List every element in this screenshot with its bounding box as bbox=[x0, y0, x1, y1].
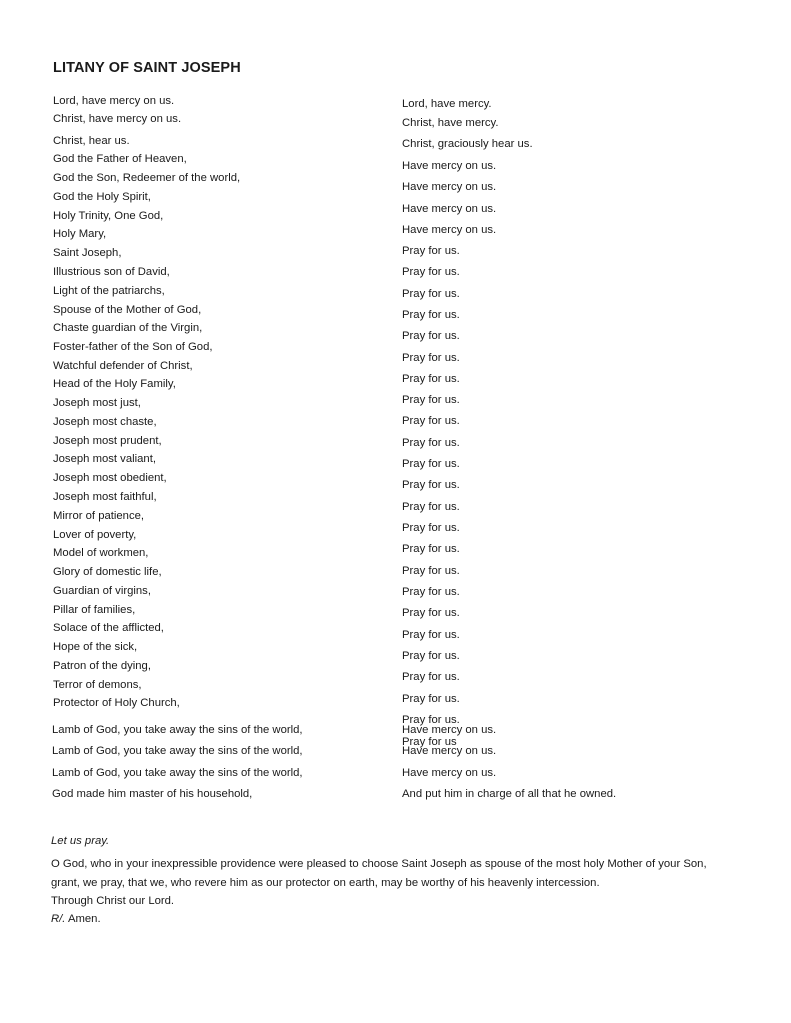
response-line: Pray for us. bbox=[402, 458, 460, 470]
response-line: Pray for us. bbox=[402, 479, 460, 491]
invocation-line: Lord, have mercy on us. bbox=[53, 95, 175, 107]
response-line: Pray for us. bbox=[402, 607, 460, 619]
page-title: LITANY OF SAINT JOSEPH bbox=[53, 60, 241, 76]
response-line: Pray for us. bbox=[402, 501, 460, 513]
invocation-line: God the Son, Redeemer of the world, bbox=[53, 172, 241, 184]
invocation-line: God the Father of Heaven, bbox=[53, 153, 187, 165]
invocation-line: Illustrious son of David, bbox=[53, 266, 170, 278]
invocation-line: Joseph most chaste, bbox=[53, 416, 157, 428]
response-line: Pray for us. bbox=[402, 437, 460, 449]
invocation-line: Terror of demons, bbox=[53, 679, 142, 691]
response-line: Pray for us. bbox=[402, 565, 460, 577]
prayer-line-3: Through Christ our Lord. bbox=[51, 895, 175, 907]
response-line: Lord, have mercy. bbox=[402, 98, 492, 110]
response-line: Pray for us. bbox=[402, 522, 460, 534]
closing-right: Have mercy on us. bbox=[402, 745, 497, 757]
invocation-line: Glory of domestic life, bbox=[53, 566, 162, 578]
response-line: Have mercy on us. bbox=[402, 203, 497, 215]
response-label: R/. bbox=[51, 913, 66, 925]
response-line: Pray for us. bbox=[402, 629, 460, 641]
closing-left: Lamb of God, you take away the sins of the world, bbox=[52, 767, 303, 779]
response-line: Pray for us. bbox=[402, 309, 460, 321]
invocation-line: Protector of Holy Church, bbox=[53, 697, 180, 709]
closing-right: Have mercy on us. bbox=[402, 724, 497, 736]
response-line: Have mercy on us. bbox=[402, 181, 497, 193]
invocation-line: God the Holy Spirit, bbox=[53, 191, 151, 203]
prayer-line-2: grant, we pray, that we, who revere him as our protector on earth, may be worthy of his heavenly intercession. bbox=[51, 877, 600, 889]
invocation-line: Solace of the afflicted, bbox=[53, 622, 164, 634]
response-line: Pray for us. bbox=[402, 288, 460, 300]
response-line: Pray for us. bbox=[402, 415, 460, 427]
invocation-line: Joseph most obedient, bbox=[53, 472, 167, 484]
response-line: Christ, graciously hear us. bbox=[402, 138, 533, 150]
response-line: Pray for us. bbox=[402, 373, 460, 385]
prayer-heading: Let us pray. bbox=[51, 835, 110, 847]
response-text: Amen. bbox=[65, 913, 101, 925]
response-line: Pray for us. bbox=[402, 352, 460, 364]
response-line: Pray for us bbox=[402, 736, 457, 748]
response-line: Pray for us. bbox=[402, 693, 460, 705]
invocation-line: Joseph most prudent, bbox=[53, 435, 162, 447]
invocation-line: Holy Mary, bbox=[53, 228, 107, 240]
response-line: Pray for us. bbox=[402, 394, 460, 406]
invocation-line: Spouse of the Mother of God, bbox=[53, 304, 202, 316]
response-line: Pray for us. bbox=[402, 650, 460, 662]
invocation-line: Joseph most just, bbox=[53, 397, 141, 409]
response-line: Pray for us. bbox=[402, 714, 460, 726]
invocation-line: Guardian of virgins, bbox=[53, 585, 151, 597]
invocation-line: Head of the Holy Family, bbox=[53, 378, 176, 390]
invocation-line: Mirror of patience, bbox=[53, 510, 145, 522]
response-line: Pray for us. bbox=[402, 266, 460, 278]
closing-left: God made him master of his household, bbox=[52, 788, 253, 800]
response-line: Pray for us. bbox=[402, 543, 460, 555]
response-line: Have mercy on us. bbox=[402, 224, 497, 236]
invocation-line: Foster-father of the Son of God, bbox=[53, 341, 213, 353]
closing-right: Have mercy on us. bbox=[402, 767, 497, 779]
response-line: Pray for us. bbox=[402, 245, 460, 257]
prayer-response bbox=[51, 912, 101, 926]
response-line: Christ, have mercy. bbox=[402, 117, 499, 129]
invocation-line: Chaste guardian of the Virgin, bbox=[53, 322, 203, 334]
response-line: Pray for us. bbox=[402, 586, 460, 598]
invocation-line: Joseph most faithful, bbox=[53, 491, 157, 503]
invocation-line: Christ, hear us. bbox=[53, 135, 130, 147]
response-line: Pray for us. bbox=[402, 671, 460, 683]
invocation-line: Light of the patriarchs, bbox=[53, 285, 165, 297]
invocation-line: Hope of the sick, bbox=[53, 641, 138, 653]
closing-left: Lamb of God, you take away the sins of the world, bbox=[52, 724, 303, 736]
invocation-line: Joseph most valiant, bbox=[53, 453, 156, 465]
invocation-line: Christ, have mercy on us. bbox=[53, 113, 182, 125]
invocation-line: Holy Trinity, One God, bbox=[53, 210, 164, 222]
invocation-line: Pillar of families, bbox=[53, 604, 136, 616]
invocation-line: Watchful defender of Christ, bbox=[53, 360, 193, 372]
response-line: Have mercy on us. bbox=[402, 160, 497, 172]
response-line: Pray for us. bbox=[402, 330, 460, 342]
closing-left: Lamb of God, you take away the sins of the world, bbox=[52, 745, 303, 757]
invocation-line: Patron of the dying, bbox=[53, 660, 151, 672]
invocation-line: Saint Joseph, bbox=[53, 247, 122, 259]
prayer-line-1: O God, who in your inexpressible providence were pleased to choose Saint Joseph as spouse of the most holy Mother of your Son, bbox=[51, 858, 707, 870]
invocation-line: Lover of poverty, bbox=[53, 529, 137, 541]
invocation-line: Model of workmen, bbox=[53, 547, 149, 559]
closing-right: And put him in charge of all that he owned. bbox=[402, 788, 617, 800]
